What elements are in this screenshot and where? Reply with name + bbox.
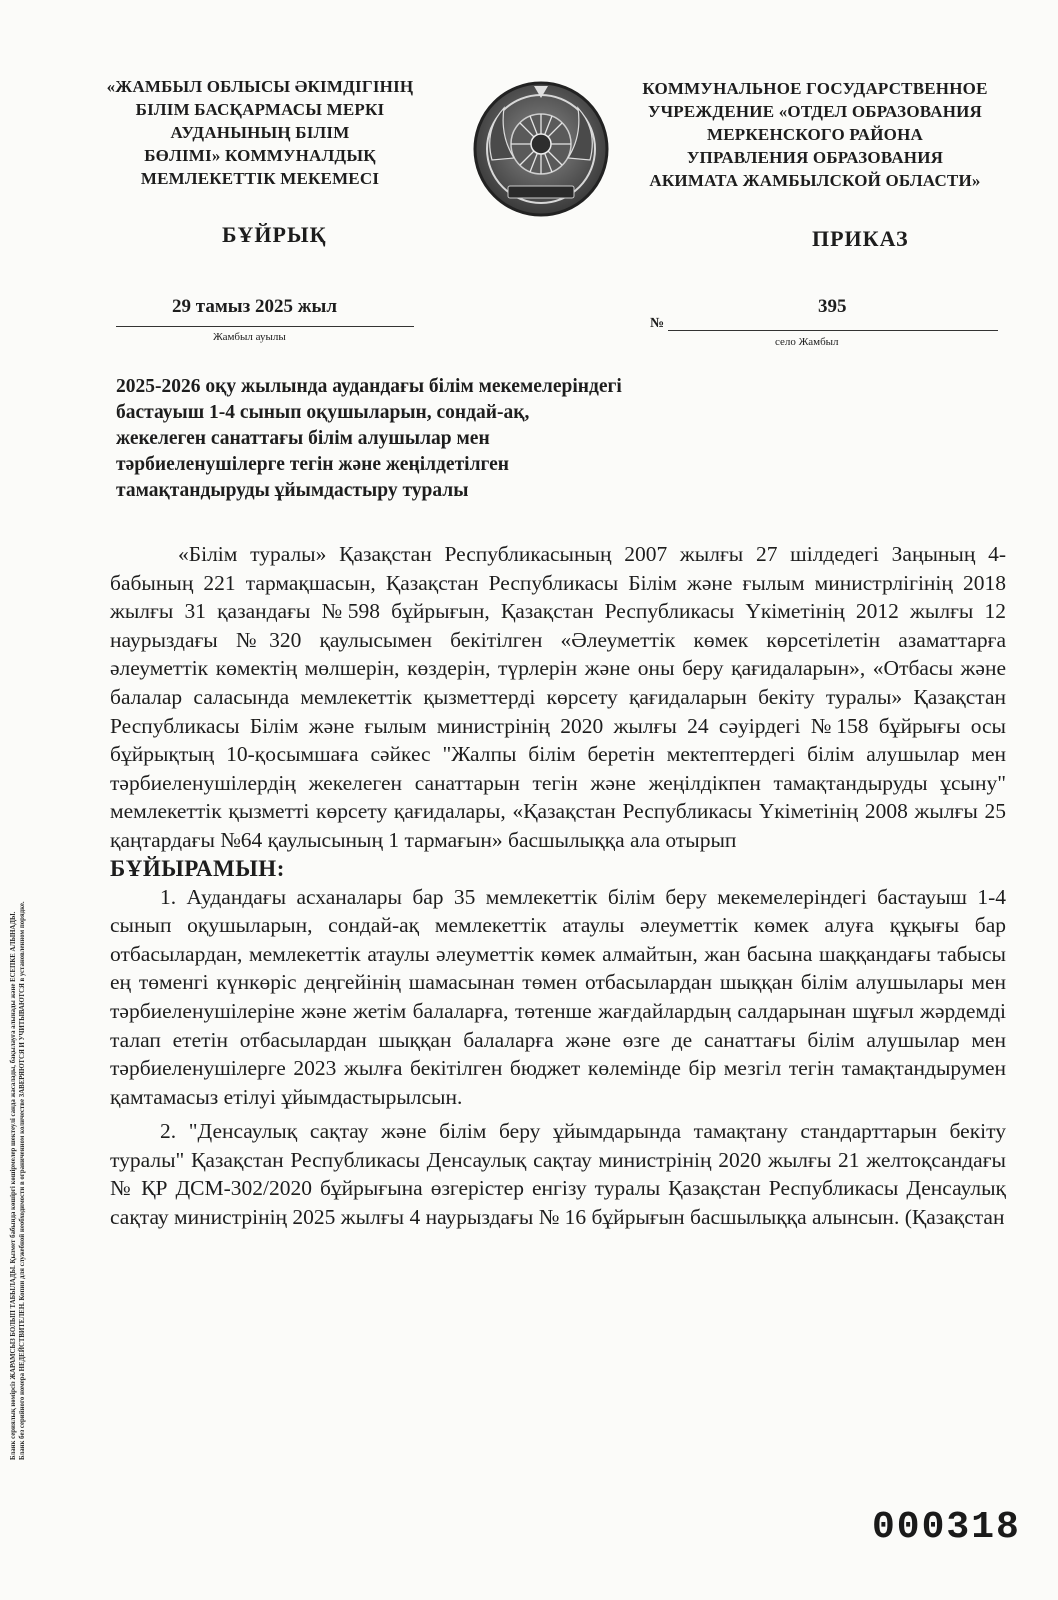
note-line: Бланк сериялық нөмірсіз ЖАРАМСЫЗ БОЛЫП ТАБЫЛАДЫ. Қызмет бабында көшіргі көшірмелер шектеулі санда жасалады, бақылауға алынады және ЕСЕПКЕ АЛЫНАДЫ. bbox=[10, 911, 17, 1460]
order-number: 395 bbox=[818, 296, 847, 317]
number-sign: № bbox=[650, 316, 665, 331]
subject-line: 2025-2026 оқу жылында аудандағы білім мекемелеріндегі bbox=[116, 376, 622, 397]
org-line: УПРАВЛЕНИЯ ОБРАЗОВАНИЯ bbox=[686, 148, 944, 167]
item-1-paragraph: 1. Аудандағы асханалары бар 35 мемлекеттік білім беру мекемелеріндегі бастауыш 1-4 сынып оқушыларын, сондай-ақ мемлекеттік атаулы әлеуметтік көмек алуға құқығы бар отбасылардан, мемлекеттік атаулы әлеуметтік көмек алмайтын, жан басына шаққандағы табысы ең төменгі күнкөріс деңгейінің шамасынан төмен отбасылардан шыққан білім алушылары мен тәрбиеленушілеріне және жетім балаларға, төтенше жағдайлардың салдарынан шұғыл жәрдемді талап ететін отбасылардан шыққан балаларға және өзге де санаттағы білім алушылар мен тәрбиеленушілерге 2023 жылға бекітілген бюджет көлемінде бір мезгіл тегін тамақтандырумен қамтамасыз етілуі ұйымдастырылсын. bbox=[110, 884, 1006, 1109]
blank-validity-note bbox=[10, 540, 27, 1460]
order-subject bbox=[116, 374, 796, 504]
subject-line: тәрбиеленушілерге тегін және жеңілдетілген bbox=[116, 454, 509, 475]
subject-line: тамақтандыруды ұйымдастыру туралы bbox=[116, 480, 469, 501]
state-emblem-icon bbox=[470, 78, 612, 220]
document-title-ru: ПРИКАЗ bbox=[812, 226, 909, 251]
org-line: АКИМАТА ЖАМБЫЛСКОЙ ОБЛАСТИ» bbox=[649, 171, 981, 190]
org-line: КОММУНАЛЬНОЕ ГОСУДАРСТВЕННОЕ bbox=[642, 79, 988, 98]
subject-line: жекелеген санаттағы білім алушылар мен bbox=[116, 428, 490, 449]
org-line: «ЖАМБЫЛ ОБЛЫСЫ ӘКІМДІГІНІҢ bbox=[106, 77, 414, 96]
org-line: АУДАНЫНЫҢ БІЛІМ bbox=[170, 123, 350, 142]
document-title-kz: БҰЙРЫҚ bbox=[222, 222, 327, 247]
subject-line: бастауыш 1-4 сынып оқушыларын, сондай-ақ, bbox=[116, 402, 530, 423]
org-line: МЕРКЕНСКОГО РАЙОНА bbox=[707, 125, 923, 144]
place-kz: Жамбыл ауылы bbox=[213, 331, 286, 343]
number-underline bbox=[668, 330, 998, 331]
org-line: МЕМЛЕКЕТТІК МЕКЕМЕСІ bbox=[140, 169, 380, 188]
order-body bbox=[110, 540, 1006, 1232]
order-date: 29 тамыз 2025 жыл bbox=[172, 296, 337, 317]
blank-serial-number: 000318 bbox=[872, 1506, 1021, 1549]
org-name-ru bbox=[625, 77, 1005, 192]
org-line: БӨЛІМІ» КОММУНАЛДЫҚ bbox=[144, 146, 376, 165]
note-line: Бланк без серийного номера НЕДЕЙСТВИТЕЛЕН. Копии для служебной необходимости в ограниченном количестве ЗАВЕРЯЮТСЯ И УЧИТЫВАЮТСЯ в установленном порядке. bbox=[18, 901, 26, 1460]
org-line: БІЛІМ БАСҚАРМАСЫ МЕРКІ bbox=[135, 100, 385, 119]
preamble-paragraph: «Білім туралы» Қазақстан Республикасының 2007 жылғы 27 шілдедегі Заңының 4-бабының 221 тармақшасын, Қазақстан Республикасы Білім және ғылым министрлігінің 2018 жылғы 31 қазандағы №598 бұйрығын, Қазақстан Республикасы Үкіметінің 2012 жылғы 12 наурыздағы №320 қаулысымен бекітілген «Әлеуметтік көмек көрсетілетін азаматтарға әлеуметтік көмектің мөлшерін, көздерін, түрлерін және оны беру қағидаларын», «Отбасы және балалар саласында мемлекеттік қызметтерді көрсету қағидаларын бекіту туралы» Қазақстан Республикасы Білім және ғылым министрінің 2020 жылғы 24 сәуірдегі №158 бұйрығы осы бұйрықтың 10-қосымшаға сәйкес "Жалпы білім беретін мектептердегі білім алушылар мен тәрбиеленушілердің жекелеген санаттарын тегін және жеңілдікпен тамақтандыруды ұсыну" мемлекеттік қызметті көрсету қағидалары, «Қазақстан Республикасы Үкіметінің 2008 жылғы 25 қаңтардағы №64 қаулысының 1 тармағын» басшылыққа ала отырып bbox=[110, 542, 1006, 852]
org-line: УЧРЕЖДЕНИЕ «ОТДЕЛ ОБРАЗОВАНИЯ bbox=[647, 102, 983, 121]
org-name-kz bbox=[100, 75, 420, 190]
decree-heading: БҰЙЫРАМЫН: bbox=[110, 855, 285, 881]
item-2-paragraph: 2. "Денсаулық сақтау және білім беру ұйымдарында тамақтану стандарттарын бекіту туралы" Қазақстан Республикасы Денсаулық сақтау министрінің 2020 жылғы 21 желтоқсандағы № ҚР ДСМ-302/2020 бұйрығына өзгерістер енгізу туралы Қазақстан Республикасы Денсаулық сақтау министрінің 2025 жылғы 4 наурыздағы № 16 бұйрығын басшылыққа алынсын. (Қазақстан bbox=[110, 1119, 1006, 1230]
date-underline bbox=[116, 326, 414, 327]
place-ru: село Жамбыл bbox=[775, 336, 839, 348]
